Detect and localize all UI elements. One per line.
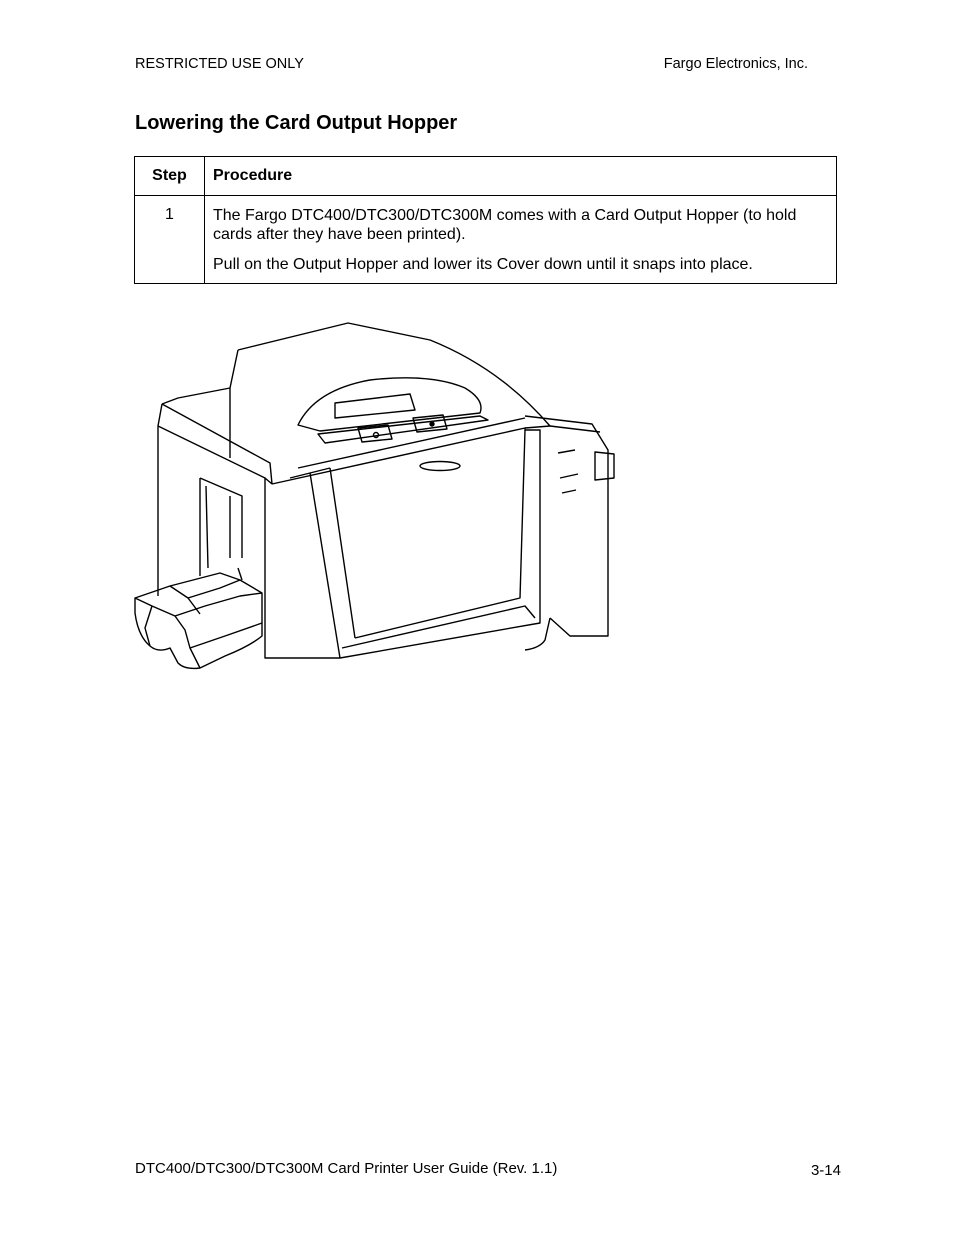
procedure-table [134, 156, 837, 284]
page-number: 3-14 [810, 1162, 841, 1179]
procedure-column-header: Procedure [205, 157, 837, 196]
step-column-header: Step [135, 157, 205, 196]
section-title: Lowering the Card Output Hopper [135, 112, 458, 134]
step-number: 1 [135, 196, 205, 284]
running-header-left: RESTRICTED USE ONLY [135, 56, 304, 72]
card-printer-illustration [130, 318, 620, 676]
procedure-paragraph: Pull on the Output Hopper and lower its Cover down until it snaps into place. [213, 256, 753, 273]
procedure-cell [205, 196, 837, 284]
running-header-right: Fargo Electronics, Inc. [663, 56, 808, 72]
running-footer-left: DTC400/DTC300/DTC300M Card Printer User Guide (Rev. 1.1) [135, 1160, 558, 1177]
procedure-paragraph: The Fargo DTC400/DTC300/DTC300M comes with a Card Output Hopper (to hold cards after they have been printed). [213, 207, 797, 243]
table-header-row [135, 157, 837, 196]
table-row [135, 196, 837, 284]
